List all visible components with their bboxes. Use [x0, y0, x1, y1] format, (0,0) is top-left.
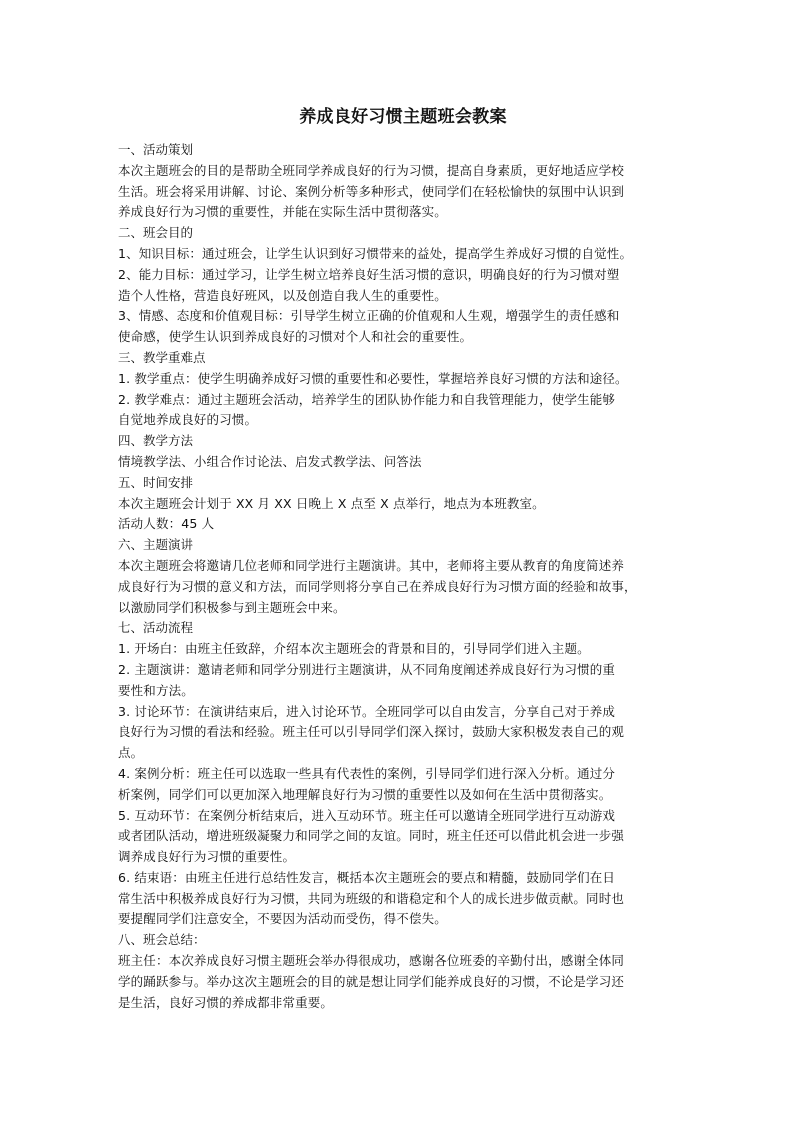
body-text-line: 良好行为习惯的看法和经验。班主任可以引导同学们深入探讨，鼓励大家积极发表自己的观: [118, 724, 625, 740]
body-text-line: 要提醒同学们注意安全，不要因为活动而受伤，得不偿失。: [118, 911, 447, 927]
body-text-line: 自觉地养成良好的习惯。: [118, 412, 258, 428]
section-heading: 四、教学方法: [118, 433, 194, 449]
body-text-line: 使命感，使学生认识到养成良好的习惯对个人和社会的重要性。: [118, 329, 473, 345]
body-text-line: 活动人数：45 人: [118, 516, 215, 532]
body-text-line: 3. 讨论环节：在演讲结束后，进入讨论环节。全班同学可以自由发言，分享自己对于养成: [118, 703, 616, 719]
body-text-line: 6. 结束语：由班主任进行总结性发言，概括本次主题班会的要点和精髓，鼓励同学们在日: [118, 869, 616, 885]
document-body: [118, 140, 688, 1013]
section-heading: 六、主题演讲: [118, 537, 194, 553]
body-text-line: 本次主题班会将邀请几位老师和同学进行主题演讲。其中，老师将主要从教育的角度简述养: [118, 557, 625, 573]
section-heading: 五、时间安排: [118, 474, 194, 490]
section-heading: 三、教学重难点: [118, 349, 206, 365]
body-text-line: 2. 教学难点：通过主题班会活动，培养学生的团队协作能力和自我管理能力，使学生能够: [118, 391, 616, 407]
body-text-line: 或者团队活动，增进班级凝聚力和同学之间的友谊。同时，班主任还可以借此机会进一步强: [118, 828, 625, 844]
section-heading: 八、班会总结：: [118, 932, 206, 948]
body-text-line: 2、能力目标：通过学习，让学生树立培养良好生活习惯的意识，明确良好的行为习惯对塑: [118, 266, 620, 282]
body-text-line: 析案例，同学们可以更加深入地理解良好行为习惯的重要性以及如何在生活中贯彻落实。: [118, 786, 612, 802]
body-text-line: 是生活，良好习惯的养成都非常重要。: [118, 994, 334, 1010]
body-text-line: 班主任：本次养成良好习惯主题班会举办得很成功，感谢各位班委的辛勤付出，感谢全体同: [118, 953, 625, 969]
body-text-line: 5. 互动环节：在案例分析结束后，进入互动环节。班主任可以邀请全班同学进行互动游戏: [118, 807, 616, 823]
body-text-line: 情境教学法、小组合作讨论法、启发式教学法、问答法: [118, 453, 422, 469]
body-text-line: 1. 开场白：由班主任致辞，介绍本次主题班会的背景和目的，引导同学们进入主题。: [118, 641, 590, 657]
body-text-line: 要性和方法。: [118, 682, 194, 698]
body-text-line: 造个人性格，营造良好班风，以及创造自我人生的重要性。: [118, 287, 447, 303]
body-text-line: 常生活中积极养成良好行为习惯，共同为班级的和谐稳定和个人的成长进步做贡献。同时也: [118, 890, 625, 906]
section-heading: 一、活动策划: [118, 142, 194, 157]
body-text-line: 本次主题班会计划于 XX 月 XX 日晚上 X 点至 X 点举行，地点为本班教室。: [118, 495, 545, 511]
section-heading: 七、活动流程: [118, 620, 194, 636]
body-text-line: 本次主题班会的目的是帮助全班同学养成良好的行为习惯，提高自身素质，更好地适应学校: [118, 162, 625, 178]
section-heading: 二、班会目的: [118, 225, 194, 241]
body-text-line: 点。: [118, 745, 144, 761]
body-text-line: 2. 主题演讲：邀请老师和同学分别进行主题演讲，从不同角度阐述养成良好行为习惯的重: [118, 661, 616, 677]
body-text-line: 1. 教学重点：使学生明确养成好习惯的重要性和必要性，掌握培养良好习惯的方法和途径。: [118, 370, 628, 386]
body-text-line: 4. 案例分析：班主任可以选取一些具有代表性的案例，引导同学们进行深入分析。通过分: [118, 765, 616, 781]
body-text-line: 学的踊跃参与。举办这次主题班会的目的就是想让同学们能养成良好的习惯，不论是学习还: [118, 973, 625, 989]
body-text-line: 以激励同学们积极参与到主题班会中来。: [118, 599, 346, 615]
body-text-line: 3、情感、态度和价值观目标：引导学生树立正确的价值观和人生观，增强学生的责任感和: [118, 308, 620, 324]
body-text-line: 调养成良好行为习惯的重要性。: [118, 849, 296, 865]
body-text-line: 生活。班会将采用讲解、讨论、案例分析等多种形式，使同学们在轻松愉快的氛围中认识到: [118, 183, 625, 199]
body-text-line: 成良好行为习惯的意义和方法，而同学则将分享自己在养成良好行为习惯方面的经验和故事，: [118, 578, 637, 594]
document-page: [118, 104, 688, 1013]
body-text-line: 1、知识目标：通过班会，让学生认识到好习惯带来的益处，提高学生养成好习惯的自觉性。: [118, 245, 633, 261]
document-title: 养成良好习惯主题班会教案: [299, 107, 507, 127]
body-text-line: 养成良好行为习惯的重要性，并能在实际生活中贯彻落实。: [118, 204, 447, 220]
